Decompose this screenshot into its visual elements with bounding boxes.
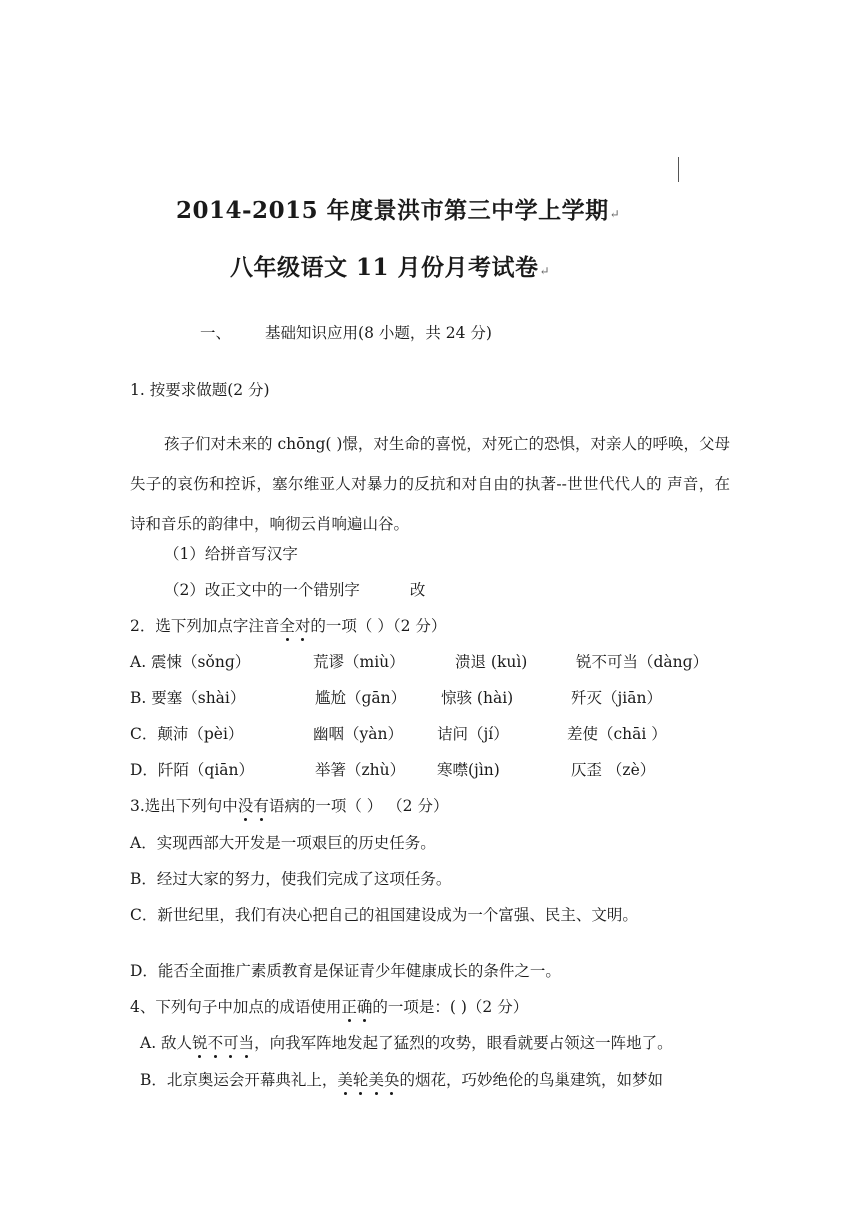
dotted-char: 正 <box>341 998 357 1016</box>
q3-option-c: C．新世纪里，我们有决心把自己的祖国建设成为一个富强、民主、文明。 <box>130 906 638 924</box>
q4-option-b-pre: B．北京奥运会开幕典礼上， <box>140 1071 338 1089</box>
title-line-1 <box>176 192 620 225</box>
q3-stem-pre: 3.选出下列句中 <box>130 797 238 815</box>
q2-option-cell: 仄歪 （zè） <box>571 761 656 779</box>
q4-stem-post: 的一项是：( )（2 分） <box>372 998 529 1016</box>
q3-option-a: A．实现西部大开发是一项艰巨的历史任务。 <box>130 834 436 852</box>
q2-option-cell: C．颠沛（pèi） <box>130 725 244 743</box>
q4-option-a <box>140 1032 673 1054</box>
text-cursor <box>678 157 679 182</box>
title-line-2 <box>230 249 550 282</box>
q2-option-cell: B. 要塞（shài） <box>130 689 246 707</box>
q2-option-cell: 幽咽（yàn） <box>313 725 403 743</box>
q2-option-cell: 诘问（jí） <box>437 725 509 743</box>
dotted-char: 确 <box>356 998 373 1016</box>
q2-stem <box>130 615 446 637</box>
q2-option-cell: 锐不可当（dànɡ） <box>576 653 709 671</box>
dotted-char: 可 <box>223 1034 239 1052</box>
dotted-char: 对 <box>294 617 311 635</box>
dotted-char: 不 <box>207 1034 224 1052</box>
section-heading <box>200 322 492 344</box>
dotted-char: 全 <box>279 617 295 635</box>
dotted-char: 没 <box>237 797 254 815</box>
q2-option-cell: 寒噤(jìn) <box>437 761 500 779</box>
q3-stem-post: 语病的一项（ ） （2 分） <box>268 797 449 815</box>
q2-option-cell: 荒谬（miù） <box>313 653 405 671</box>
q2-option-cell: 尴尬（ɡān） <box>315 689 407 707</box>
return-mark: ↵ <box>609 207 621 221</box>
title-line-2-text: 八年级语文 11 月份月考试卷 <box>230 254 539 281</box>
q1-sub2-blank: 改 <box>409 581 426 599</box>
dotted-char: 轮 <box>352 1071 369 1089</box>
q4-option-b <box>140 1069 663 1091</box>
q4-option-a-pre: A. 敌人 <box>140 1034 193 1052</box>
q4-stem-pre: 4、下列句子中加点的成语使用 <box>130 998 342 1016</box>
dotted-char: 有 <box>253 797 269 815</box>
dotted-char: 锐 <box>192 1034 208 1052</box>
q2-option-cell: 溃退 (kuì) <box>455 653 528 671</box>
section-number: 一、 <box>200 324 232 342</box>
q1-sub2-text: （2）改正文中的一个错别字 <box>164 581 360 599</box>
title-line-1-text: 2014-2015 年度景洪市第三中学上学期 <box>176 197 609 224</box>
q4-option-a-post: ，向我军阵地发起了猛烈的攻势，眼看就要占领这一阵地了。 <box>254 1034 673 1052</box>
q2-option-cell: 歼灭（jiān） <box>571 689 662 707</box>
q3-option-b: B．经过大家的努力，使我们完成了这项任务。 <box>130 870 452 888</box>
dotted-char: 当 <box>238 1034 255 1052</box>
return-mark: ↵ <box>539 264 551 278</box>
q2-option-cell: 举箸（zhù） <box>315 761 406 779</box>
dotted-char: 美 <box>337 1071 353 1089</box>
q1-sub2 <box>164 579 425 601</box>
q2-option-cell: 差使（chāi ） <box>567 725 667 743</box>
q2-option-cell: 惊骇 (hài) <box>441 689 514 707</box>
q2-option-cell: D．阡陌（qiān） <box>130 761 255 779</box>
q3-stem <box>130 795 448 817</box>
q2-stem-post: 的一项（ ）（2 分） <box>310 617 447 635</box>
dotted-char: 美 <box>368 1071 384 1089</box>
q1-passage: 孩子们对未来的 chōng( )憬，对生命的喜悦，对死亡的恐惧，对亲人的呼唤，父母失子的哀伤和控诉，塞尔维亚人对暴力的反抗和对自由的执著--世世代代人的 声音，在诗和音乐的韵律中，响彻云肖响遍山谷。 <box>130 435 730 533</box>
q2-option-cell: A. 震悚（sǒnɡ） <box>130 653 251 671</box>
q4-option-b-post: 的烟花，巧妙绝伦的鸟巢建筑，如梦如 <box>399 1071 663 1089</box>
q3-option-d: D．能否全面推广素质教育是保证青少年健康成长的条件之一。 <box>130 962 561 980</box>
q2-stem-pre: 2．选下列加点字注音 <box>130 617 280 635</box>
q4-stem <box>130 996 528 1018</box>
dotted-char: 奂 <box>383 1071 400 1089</box>
section-heading-text: 基础知识应用(8 小题，共 24 分) <box>265 324 492 342</box>
q1-stem: 1. 按要求做题(2 分) <box>130 381 270 399</box>
q1-sub1: （1）给拼音写汉字 <box>164 545 298 563</box>
